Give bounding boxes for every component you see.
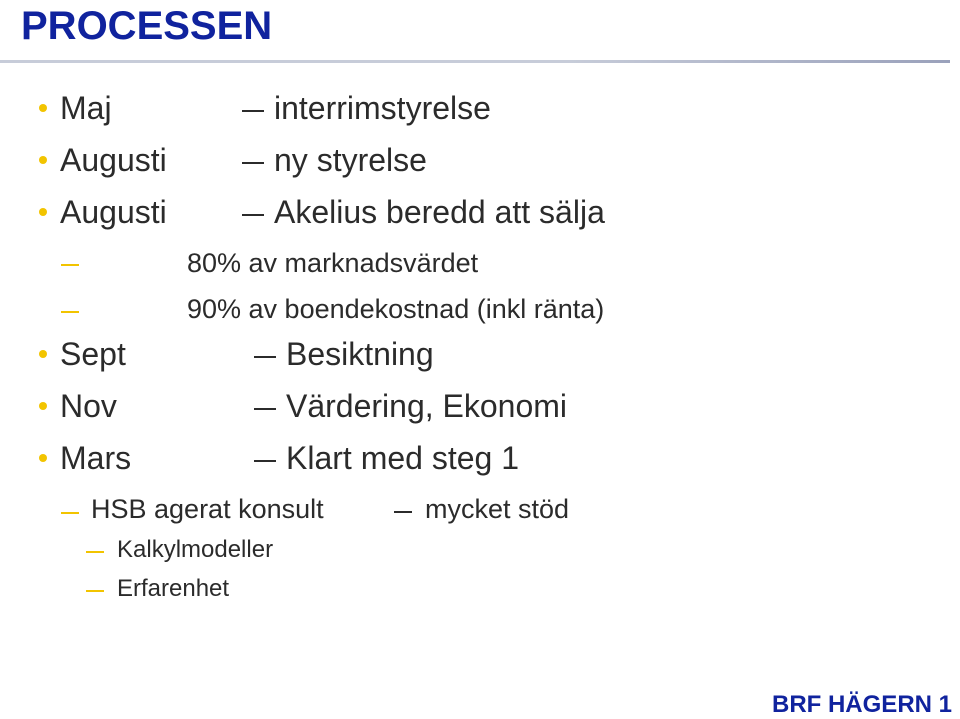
bullet-icon: [39, 454, 47, 462]
dash-icon: [61, 512, 79, 514]
bullet-icon: [39, 104, 47, 112]
sub-item: 90% av boendekostnad (inkl ränta): [187, 294, 605, 324]
title-divider: [0, 60, 950, 63]
slide-title: PROCESSEN: [21, 4, 273, 48]
bullet-icon: [39, 402, 47, 410]
timeline-event: Klart med steg 1: [286, 440, 519, 476]
timeline-month: Nov: [60, 388, 117, 424]
bullet-icon: [39, 350, 47, 358]
timeline-month: Mars: [60, 440, 132, 476]
footer-brand: BRF HÄGERN 1: [771, 691, 952, 718]
bullet-icon: [39, 156, 47, 164]
dash-icon: [254, 460, 276, 462]
timeline-event: interrimstyrelse: [274, 90, 491, 126]
dash-icon: [242, 162, 264, 164]
sub-item: Erfarenhet: [117, 575, 230, 602]
hsb-item-detail: mycket stöd: [425, 494, 570, 524]
hsb-item-text: HSB agerat konsult: [91, 494, 324, 524]
timeline-event: Besiktning: [286, 336, 434, 372]
timeline-month: Maj: [60, 90, 112, 126]
timeline-event: Akelius beredd att sälja: [274, 194, 605, 230]
dash-icon: [86, 551, 104, 553]
dash-icon: [394, 511, 412, 513]
bullet-icon: [39, 208, 47, 216]
sub-item: Kalkylmodeller: [117, 536, 274, 563]
dash-icon: [61, 264, 79, 266]
dash-icon: [254, 408, 276, 410]
dash-icon: [254, 356, 276, 358]
sub-item: 80% av marknadsvärdet: [187, 248, 479, 278]
timeline-event: ny styrelse: [274, 142, 427, 178]
timeline-month: Augusti: [60, 142, 167, 178]
timeline-month: Augusti: [60, 194, 167, 230]
timeline-month: Sept: [60, 336, 126, 372]
dash-icon: [86, 590, 104, 592]
dash-icon: [242, 214, 264, 216]
dash-icon: [61, 311, 79, 313]
dash-icon: [242, 110, 264, 112]
timeline-event: Värdering, Ekonomi: [286, 388, 568, 424]
